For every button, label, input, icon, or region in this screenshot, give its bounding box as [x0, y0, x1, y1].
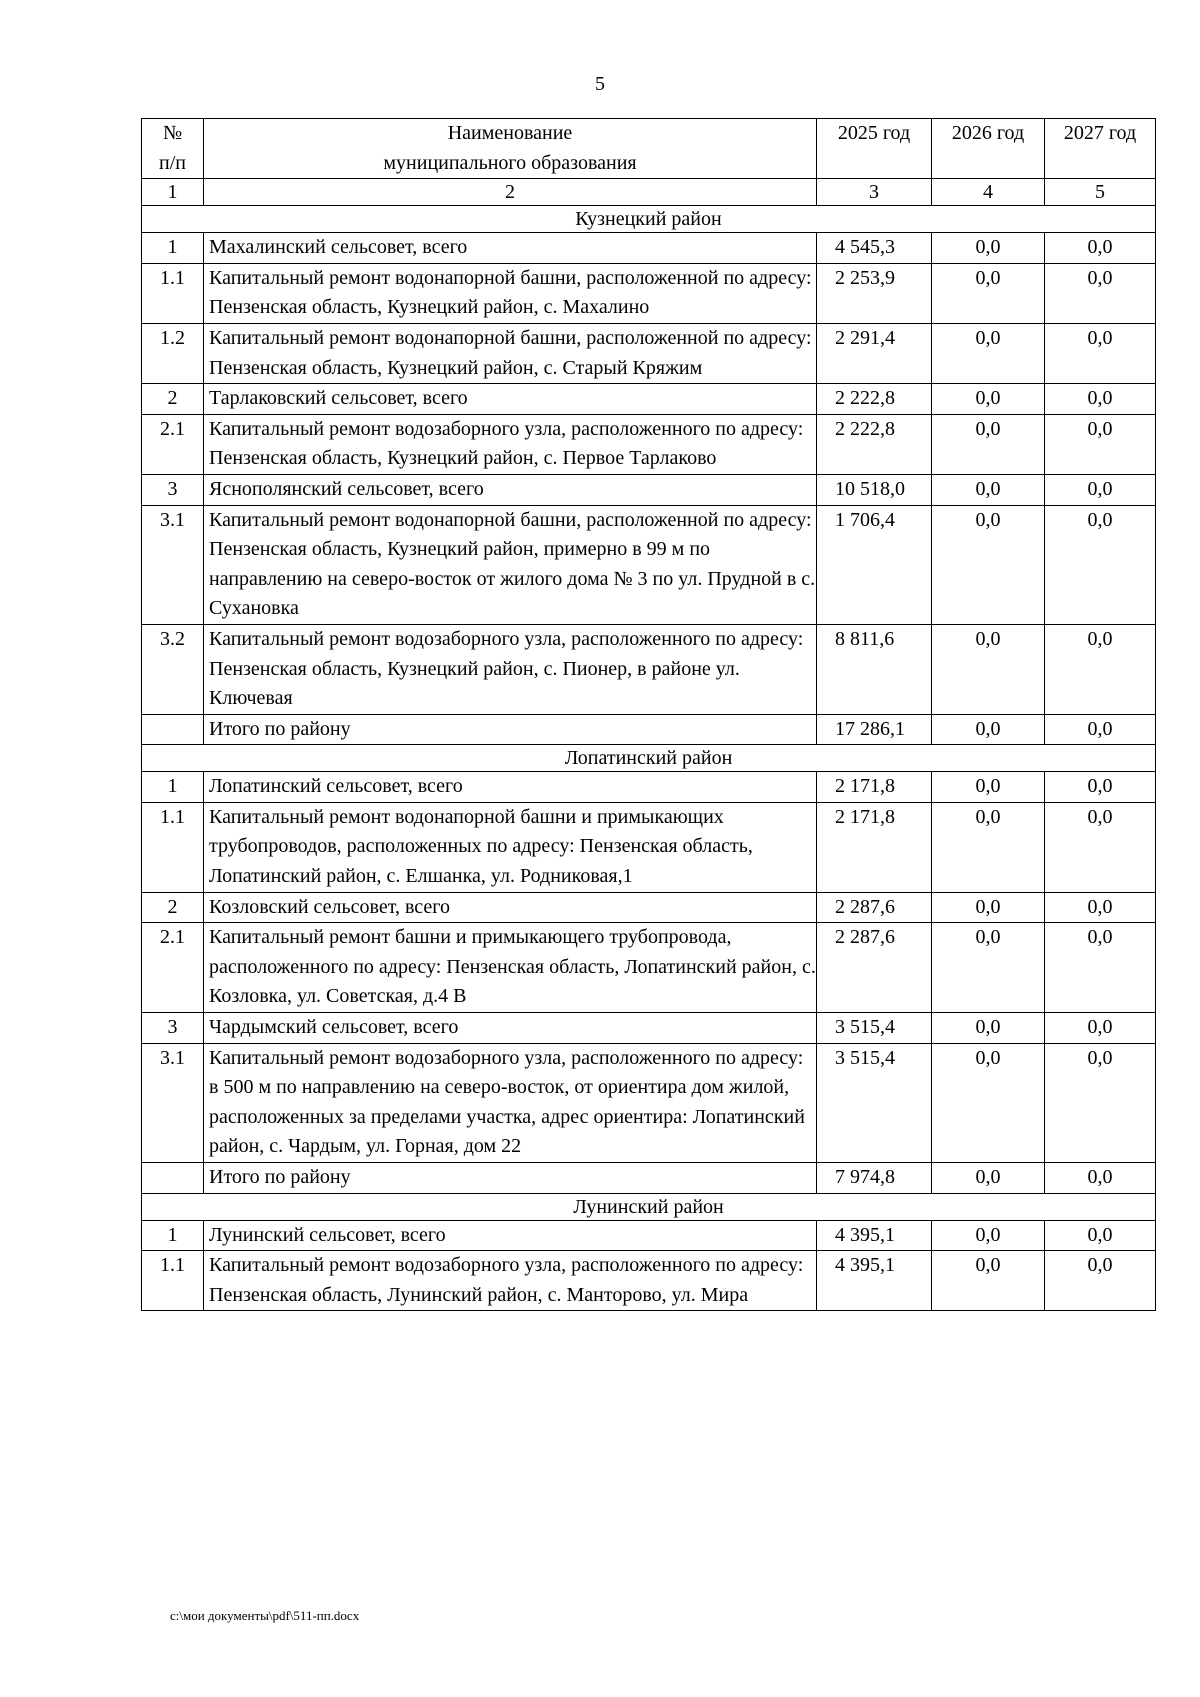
value-2027: 0,0 — [1045, 624, 1156, 714]
value-2027: 0,0 — [1045, 892, 1156, 923]
row-number — [142, 714, 204, 745]
value-2027: 0,0 — [1045, 802, 1156, 892]
column-index: 2 — [204, 179, 817, 206]
header-name: Наименование муниципального образования — [204, 119, 817, 179]
table-row — [142, 505, 1156, 624]
district-title: Лопатинский район — [142, 745, 1156, 772]
value-2026: 0,0 — [932, 505, 1045, 624]
value-2026: 0,0 — [932, 474, 1045, 505]
value-2025: 10 518,0 — [817, 474, 932, 505]
value-2027: 0,0 — [1045, 1043, 1156, 1162]
row-name: Тарлаковский сельсовет, всего — [204, 384, 817, 415]
row-name: Капитальный ремонт водонапорной башни, расположенной по адресу: Пензенская область, Кузнецкий район, с. Махалино — [204, 263, 817, 323]
row-name: Лунинский сельсовет, всего — [204, 1220, 817, 1251]
row-number: 1 — [142, 1220, 204, 1251]
value-2026: 0,0 — [932, 923, 1045, 1013]
value-2026: 0,0 — [932, 624, 1045, 714]
value-2025: 2 171,8 — [817, 802, 932, 892]
value-2026: 0,0 — [932, 233, 1045, 264]
row-name: Итого по району — [204, 714, 817, 745]
header-2027: 2027 год — [1045, 119, 1156, 179]
row-number: 3.2 — [142, 624, 204, 714]
table-row — [142, 772, 1156, 803]
table-row — [142, 384, 1156, 415]
table-row — [142, 714, 1156, 745]
table-row — [142, 323, 1156, 383]
table-row — [142, 892, 1156, 923]
value-2026: 0,0 — [932, 772, 1045, 803]
table-body — [142, 206, 1156, 1311]
value-2027: 0,0 — [1045, 505, 1156, 624]
row-number: 1.1 — [142, 263, 204, 323]
value-2027: 0,0 — [1045, 384, 1156, 415]
table-row — [142, 233, 1156, 264]
row-number: 1.1 — [142, 1251, 204, 1311]
row-number: 2.1 — [142, 414, 204, 474]
value-2025: 1 706,4 — [817, 505, 932, 624]
value-2026: 0,0 — [932, 892, 1045, 923]
value-2027: 0,0 — [1045, 1013, 1156, 1044]
table-row — [142, 474, 1156, 505]
value-2025: 2 222,8 — [817, 384, 932, 415]
row-number: 1 — [142, 772, 204, 803]
value-2025: 2 222,8 — [817, 414, 932, 474]
value-2026: 0,0 — [932, 1163, 1045, 1194]
value-2027: 0,0 — [1045, 1220, 1156, 1251]
row-name: Капитальный ремонт водонапорной башни и примыкающих трубопроводов, расположенных по адресу: Пензенская область, Лопатинский район, с. Елшанка, ул. Родниковая,1 — [204, 802, 817, 892]
value-2026: 0,0 — [932, 1251, 1045, 1311]
value-2025: 2 287,6 — [817, 892, 932, 923]
district-row — [142, 745, 1156, 772]
file-path-footer: c:\мои документы\pdf\511-пп.docx — [170, 1608, 360, 1623]
row-number: 2 — [142, 892, 204, 923]
value-2026: 0,0 — [932, 384, 1045, 415]
value-2026: 0,0 — [932, 1220, 1045, 1251]
value-2025: 3 515,4 — [817, 1013, 932, 1044]
value-2025: 2 287,6 — [817, 923, 932, 1013]
value-2026: 0,0 — [932, 714, 1045, 745]
column-index: 4 — [932, 179, 1045, 206]
table-row — [142, 414, 1156, 474]
value-2027: 0,0 — [1045, 1163, 1156, 1194]
row-name: Капитальный ремонт водонапорной башни, расположенной по адресу: Пензенская область, Кузнецкий район, примерно в 99 м по направлению на северо-восток от жилого дома № 3 по ул. Прудной в с. Сухановка — [204, 505, 817, 624]
value-2025: 17 286,1 — [817, 714, 932, 745]
value-2026: 0,0 — [932, 1013, 1045, 1044]
row-number: 3 — [142, 1013, 204, 1044]
value-2025: 2 291,4 — [817, 323, 932, 383]
row-name: Чардымский сельсовет, всего — [204, 1013, 817, 1044]
value-2025: 4 395,1 — [817, 1251, 932, 1311]
table-row — [142, 1251, 1156, 1311]
value-2026: 0,0 — [932, 263, 1045, 323]
district-row — [142, 206, 1156, 233]
table-row — [142, 624, 1156, 714]
value-2025: 4 395,1 — [817, 1220, 932, 1251]
row-name: Капитальный ремонт башни и примыкающего трубопровода, расположенного по адресу: Пензенская область, Лопатинский район, с. Козловка, ул. Советская, д.4 В — [204, 923, 817, 1013]
row-name: Капитальный ремонт водозаборного узла, расположенного по адресу: Пензенская область, Кузнецкий район, с. Первое Тарлаково — [204, 414, 817, 474]
column-index: 5 — [1045, 179, 1156, 206]
value-2027: 0,0 — [1045, 414, 1156, 474]
table-row — [142, 1220, 1156, 1251]
value-2026: 0,0 — [932, 414, 1045, 474]
row-number: 3.1 — [142, 505, 204, 624]
value-2027: 0,0 — [1045, 233, 1156, 264]
value-2026: 0,0 — [932, 323, 1045, 383]
row-name: Козловский сельсовет, всего — [204, 892, 817, 923]
row-number: 2.1 — [142, 923, 204, 1013]
value-2027: 0,0 — [1045, 323, 1156, 383]
value-2027: 0,0 — [1045, 263, 1156, 323]
value-2025: 3 515,4 — [817, 1043, 932, 1162]
value-2027: 0,0 — [1045, 474, 1156, 505]
district-title: Кузнецкий район — [142, 206, 1156, 233]
column-index: 1 — [142, 179, 204, 206]
table-row — [142, 1163, 1156, 1194]
value-2025: 2 171,8 — [817, 772, 932, 803]
value-2027: 0,0 — [1045, 714, 1156, 745]
value-2025: 2 253,9 — [817, 263, 932, 323]
value-2027: 0,0 — [1045, 772, 1156, 803]
value-2026: 0,0 — [932, 802, 1045, 892]
column-index: 3 — [817, 179, 932, 206]
value-2025: 8 811,6 — [817, 624, 932, 714]
value-2027: 0,0 — [1045, 1251, 1156, 1311]
row-number: 1.2 — [142, 323, 204, 383]
row-name: Капитальный ремонт водозаборного узла, расположенного по адресу: в 500 м по направлению на северо-восток, от ориентира дом жилой, расположенных за пределами участка, адрес ориентира: Лопатинский район, с. Чардым, ул. Горная, дом 22 — [204, 1043, 817, 1162]
funding-table — [141, 118, 1156, 1311]
table-row — [142, 263, 1156, 323]
district-row — [142, 1193, 1156, 1220]
row-name: Капитальный ремонт водонапорной башни, расположенной по адресу: Пензенская область, Кузнецкий район, с. Старый Кряжим — [204, 323, 817, 383]
row-number: 3.1 — [142, 1043, 204, 1162]
row-number: 1 — [142, 233, 204, 264]
row-number: 2 — [142, 384, 204, 415]
row-name: Махалинский сельсовет, всего — [204, 233, 817, 264]
table-row — [142, 1043, 1156, 1162]
row-name: Капитальный ремонт водозаборного узла, расположенного по адресу: Пензенская область, Лунинский район, с. Манторово, ул. Мира — [204, 1251, 817, 1311]
column-index-row — [142, 179, 1156, 206]
header-row — [142, 119, 1156, 179]
header-2026: 2026 год — [932, 119, 1045, 179]
value-2025: 7 974,8 — [817, 1163, 932, 1194]
row-number — [142, 1163, 204, 1194]
value-2025: 4 545,3 — [817, 233, 932, 264]
row-number: 1.1 — [142, 802, 204, 892]
table-row — [142, 802, 1156, 892]
value-2026: 0,0 — [932, 1043, 1045, 1162]
row-name: Лопатинский сельсовет, всего — [204, 772, 817, 803]
row-name: Капитальный ремонт водозаборного узла, расположенного по адресу: Пензенская область, Кузнецкий район, с. Пионер, в районе ул. Ключевая — [204, 624, 817, 714]
district-title: Лунинский район — [142, 1193, 1156, 1220]
row-name: Итого по району — [204, 1163, 817, 1194]
row-name: Яснополянский сельсовет, всего — [204, 474, 817, 505]
header-number: № п/п — [142, 119, 204, 179]
table-row — [142, 1013, 1156, 1044]
value-2027: 0,0 — [1045, 923, 1156, 1013]
page-number: 5 — [595, 73, 605, 95]
table-row — [142, 923, 1156, 1013]
header-2025: 2025 год — [817, 119, 932, 179]
row-number: 3 — [142, 474, 204, 505]
